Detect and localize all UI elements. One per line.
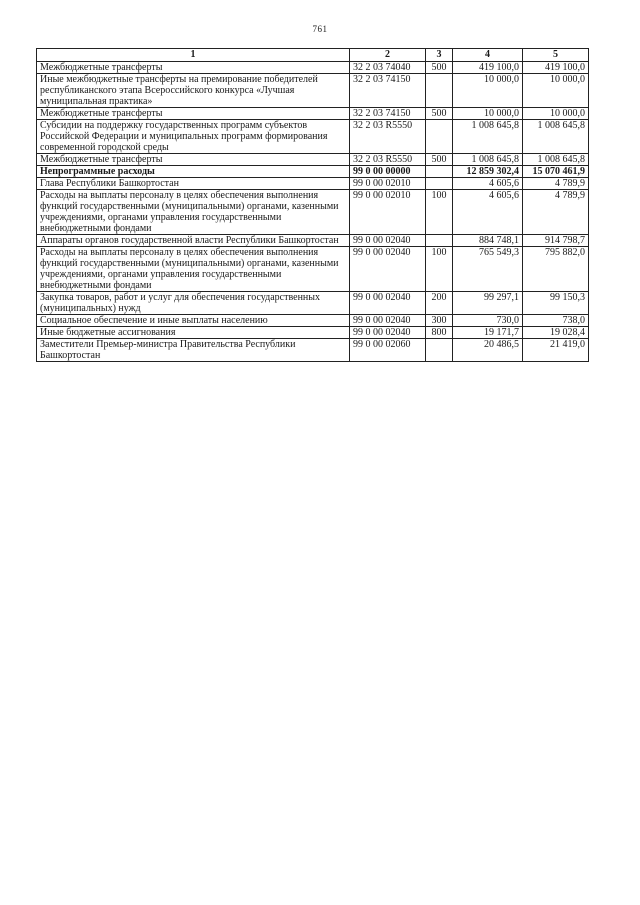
row-sum2-cell: 419 100,0: [523, 62, 589, 74]
budget-table: [36, 48, 589, 362]
row-type-cell: [426, 178, 453, 190]
row-name-cell: Заместители Премьер-министра Правительства Республики Башкортостан: [37, 339, 350, 362]
row-sum1-cell: 1 008 645,8: [453, 120, 523, 154]
row-type-cell: 500: [426, 108, 453, 120]
row-type-cell: [426, 339, 453, 362]
column-header-code: 2: [350, 49, 426, 62]
row-name-cell: Закупка товаров, работ и услуг для обеспечения государственных (муниципальных) нужд: [37, 292, 350, 315]
table-body: [37, 62, 589, 362]
row-code-cell: 32 2 03 R5550: [350, 120, 426, 154]
row-sum1-cell: 4 605,6: [453, 178, 523, 190]
row-sum1-cell: 10 000,0: [453, 108, 523, 120]
row-type-cell: 800: [426, 327, 453, 339]
row-type-cell: 500: [426, 62, 453, 74]
row-sum2-cell: 1 008 645,8: [523, 154, 589, 166]
row-sum1-cell: 19 171,7: [453, 327, 523, 339]
row-type-cell: [426, 166, 453, 178]
column-header-name: 1: [37, 49, 350, 62]
row-name-cell: Непрограммные расходы: [37, 166, 350, 178]
row-sum2-cell: 19 028,4: [523, 327, 589, 339]
row-sum2-cell: 15 070 461,9: [523, 166, 589, 178]
row-name-cell: Расходы на выплаты персоналу в целях обеспечения выполнения функций государственными (муниципальными) органами, казенными учреждениями, органами управления государственными внебюджетными фондами: [37, 190, 350, 235]
table-row: [37, 235, 589, 247]
table-row: [37, 108, 589, 120]
table-row: [37, 62, 589, 74]
row-code-cell: 99 0 00 02010: [350, 190, 426, 235]
row-type-cell: 300: [426, 315, 453, 327]
row-name-cell: Межбюджетные трансферты: [37, 154, 350, 166]
row-sum2-cell: 914 798,7: [523, 235, 589, 247]
table-row: [37, 178, 589, 190]
row-sum1-cell: 99 297,1: [453, 292, 523, 315]
row-sum2-cell: 795 882,0: [523, 247, 589, 292]
row-code-cell: 99 0 00 02010: [350, 178, 426, 190]
row-sum2-cell: 738,0: [523, 315, 589, 327]
row-code-cell: 32 2 03 74150: [350, 108, 426, 120]
row-code-cell: 99 0 00 00000: [350, 166, 426, 178]
row-code-cell: 99 0 00 02040: [350, 315, 426, 327]
table-row: [37, 327, 589, 339]
row-code-cell: 99 0 00 02040: [350, 247, 426, 292]
table-row: [37, 190, 589, 235]
row-sum1-cell: 730,0: [453, 315, 523, 327]
row-sum1-cell: 4 605,6: [453, 190, 523, 235]
row-code-cell: 99 0 00 02040: [350, 327, 426, 339]
row-sum2-cell: 1 008 645,8: [523, 120, 589, 154]
row-type-cell: [426, 235, 453, 247]
row-type-cell: [426, 74, 453, 108]
table-row: [37, 247, 589, 292]
row-name-cell: Межбюджетные трансферты: [37, 62, 350, 74]
column-header-sum1: 4: [453, 49, 523, 62]
table-row: [37, 154, 589, 166]
row-sum1-cell: 10 000,0: [453, 74, 523, 108]
column-header-sum2: 5: [523, 49, 589, 62]
row-sum2-cell: 99 150,3: [523, 292, 589, 315]
row-name-cell: Субсидии на поддержку государственных программ субъектов Российской Федерации и муниципальных программ формирования современной городской среды: [37, 120, 350, 154]
table-row: [37, 339, 589, 362]
row-sum1-cell: 20 486,5: [453, 339, 523, 362]
row-sum2-cell: 10 000,0: [523, 74, 589, 108]
row-name-cell: Социальное обеспечение и иные выплаты населению: [37, 315, 350, 327]
row-name-cell: Иные бюджетные ассигнования: [37, 327, 350, 339]
row-type-cell: [426, 120, 453, 154]
row-sum2-cell: 4 789,9: [523, 178, 589, 190]
column-header-type: 3: [426, 49, 453, 62]
row-sum1-cell: 12 859 302,4: [453, 166, 523, 178]
row-code-cell: 32 2 03 74040: [350, 62, 426, 74]
row-sum1-cell: 1 008 645,8: [453, 154, 523, 166]
row-sum2-cell: 10 000,0: [523, 108, 589, 120]
row-sum2-cell: 21 419,0: [523, 339, 589, 362]
row-sum1-cell: 419 100,0: [453, 62, 523, 74]
row-code-cell: 99 0 00 02060: [350, 339, 426, 362]
row-code-cell: 99 0 00 02040: [350, 235, 426, 247]
row-type-cell: 500: [426, 154, 453, 166]
row-name-cell: Иные межбюджетные трансферты на премирование победителей республиканского этапа Всероссийского конкурса «Лучшая муниципальная практика»: [37, 74, 350, 108]
table-header-row: [37, 49, 589, 62]
page-number: 761: [312, 24, 328, 34]
table-row: [37, 315, 589, 327]
row-type-cell: 100: [426, 190, 453, 235]
row-name-cell: Межбюджетные трансферты: [37, 108, 350, 120]
row-name-cell: Аппараты органов государственной власти Республики Башкортостан: [37, 235, 350, 247]
table-row: [37, 74, 589, 108]
row-code-cell: 99 0 00 02040: [350, 292, 426, 315]
table-row: [37, 292, 589, 315]
row-sum1-cell: 884 748,1: [453, 235, 523, 247]
row-type-cell: 200: [426, 292, 453, 315]
row-name-cell: Глава Республики Башкортостан: [37, 178, 350, 190]
row-code-cell: 32 2 03 74150: [350, 74, 426, 108]
table-row: [37, 166, 589, 178]
row-code-cell: 32 2 03 R5550: [350, 154, 426, 166]
row-sum1-cell: 765 549,3: [453, 247, 523, 292]
row-name-cell: Расходы на выплаты персоналу в целях обеспечения выполнения функций государственными (муниципальными) органами, казенными учреждениями, органами управления государственными внебюджетными фондами: [37, 247, 350, 292]
row-sum2-cell: 4 789,9: [523, 190, 589, 235]
row-type-cell: 100: [426, 247, 453, 292]
table-row: [37, 120, 589, 154]
